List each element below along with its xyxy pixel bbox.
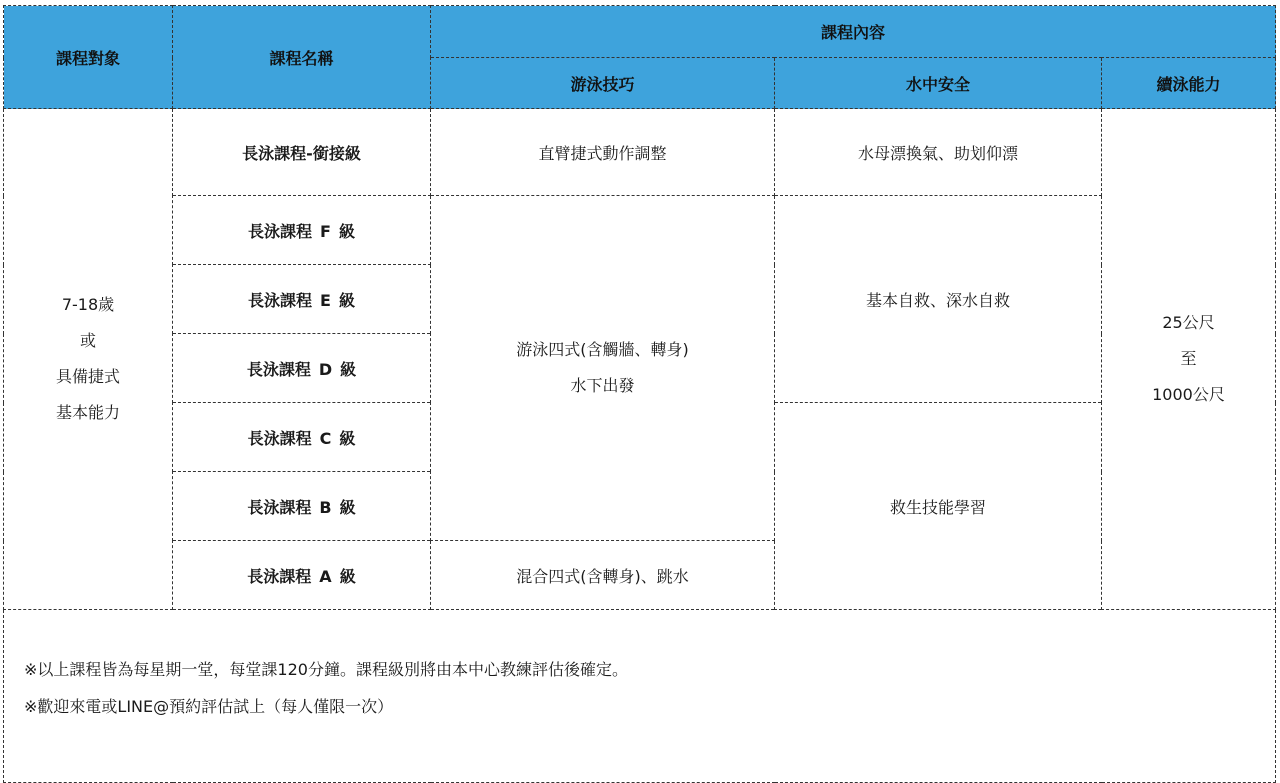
skill-bridge: 直臂捷式動作調整 [431,109,775,196]
target-line: 7-18歲 [61,295,115,314]
course-name-b: 長泳課程 B 級 [173,472,431,541]
header-target: 課程對象 [4,6,173,109]
header-endurance: 續泳能力 [1102,58,1276,109]
endurance-line: 1000公尺 [1152,385,1225,404]
skill-mid [431,196,775,541]
safety-low: 救生技能學習 [775,403,1102,610]
skill-a-level: 混合四式(含轉身)、跳水 [431,541,775,610]
note-line: ※以上課程皆為每星期一堂，每堂課120分鐘。課程級別將由本中心教練評估後確定。 [24,660,628,679]
target-line: 或 [79,331,96,350]
endurance-line: 至 [1180,349,1197,368]
course-name-c: 長泳課程 C 級 [173,403,431,472]
endurance-line: 25公尺 [1162,313,1215,332]
course-name-d: 長泳課程 D 級 [173,334,431,403]
course-name-bridge: 長泳課程-銜接級 [173,109,431,196]
skill-mid-line: 水下出發 [570,376,635,395]
header-content: 課程內容 [431,6,1276,58]
target-cell [4,109,173,610]
header-swim-skill: 游泳技巧 [431,58,775,109]
course-name-e: 長泳課程 E 級 [173,265,431,334]
course-name-f: 長泳課程 F 級 [173,196,431,265]
header-course-name: 課程名稱 [173,6,431,109]
endurance-cell [1102,109,1276,610]
safety-mid: 基本自救、深水自救 [775,196,1102,403]
target-line: 具備捷式 [55,367,120,386]
skill-mid-line: 游泳四式(含觸牆、轉身) [516,340,689,359]
target-line: 基本能力 [55,403,120,422]
course-name-a: 長泳課程 A 級 [173,541,431,610]
safety-bridge: 水母漂換氣、助划仰漂 [775,109,1102,196]
note-line: ※歡迎來電或LINE@預約評估試上（每人僅限一次） [24,697,394,716]
header-water-safety: 水中安全 [775,58,1102,109]
